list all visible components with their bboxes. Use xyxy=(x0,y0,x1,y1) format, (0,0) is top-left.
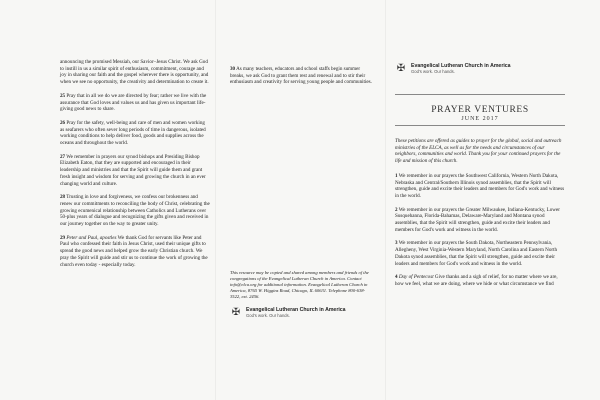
prayer-26: 26 Pray for the safety, well-being and care of men and women working as seafarers who often sever long periods of time in dangerous, isolated working conditions to help deliver food, goods and supplies across the oceans and throughout the world. xyxy=(60,119,206,147)
fold-line-right xyxy=(385,0,386,400)
cross-icon: ✠ xyxy=(231,306,241,318)
fold-line-left xyxy=(215,0,216,400)
elca-logo-footer xyxy=(230,306,346,318)
logo-tagline: God's work. Our hands. xyxy=(246,312,290,318)
prayer-4: 4 Day of Pentecost Give thanks and a sigh of relief, for no matter where we are, how we feel, what we are doing, where we hide or what circumstance we find xyxy=(395,274,558,287)
prayer-25: 25 Pray that in all we do we are directed by fear; rather we live with the assurance that God loves and values us and has given us important life-giving good news to share. xyxy=(60,92,207,113)
page-subtitle: JUNE 2017 xyxy=(461,116,499,122)
left-panel xyxy=(60,0,210,400)
intro-text: These petitions are offered as guides to prayer for the global, social and outreach ministries of the ELCA, as well as for the needs and circumstances of our neighbors, communities and world. Thank you for your continued prayers for the life and mission of this church. xyxy=(395,138,562,165)
title-rule-top xyxy=(395,94,565,95)
middle-panel xyxy=(230,0,375,400)
prayer-1: 1 We remember in our prayers the Southwest California, Western North Dakota, Nebraska and Central/Southern Illinois synod assemblies, that the Spirit will strengthen, guide and excite their leaders and members for God's work and witness in the world. xyxy=(395,172,565,199)
prayer-29: 29 Peter and Paul, apostles We thank God for servants like Peter and Paul who confessed their faith in Jesus Christ, used their unique gifts to spread the good news and helped grow the early Christian church. We pray the Spirit will guide and stir us to continue the work of growing the church even today - especially today. xyxy=(60,234,208,268)
prayer-27: 27 We remember in prayers our synod bishops and Presiding Bishop Elizabeth Eaton, that they are supported and encouraged in their leadership and ministries and that the Spirit will guide them and grant fresh insight and wisdom for serving and growing the church in an ever changing world and culture. xyxy=(60,153,206,187)
logo-name: Evangelical Lutheran Church in America xyxy=(246,306,346,313)
logo-name: Evangelical Lutheran Church in America xyxy=(411,62,511,69)
prayer-3: 3 We remember in our prayers the South Dakota, Northeastern Pennsylvania, Allegheny, West Virginia-Western Maryland, North Carolina and Eastern North Dakota synod assemblies, that the Spirit will strengthen, guide and excite their leaders and members for God's work and witness in the world. xyxy=(395,240,558,267)
cover-panel xyxy=(395,0,565,400)
page-title: PRAYER VENTURES xyxy=(431,105,529,115)
prayer-2: 2 We remember in our prayers the Greater Milwaukee, Indiana-Kentucky, Lower Susquehanna, Florida-Bahamas, Delaware-Maryland and Montana synod assemblies, that the Spirit will strengthen, guide and excite their leaders and members for God's work and witness in the world. xyxy=(395,206,560,233)
cross-icon: ✠ xyxy=(396,62,406,74)
copyright-notice: This resource may be copied and shared among members and friends of the congregations of the Evangelical Lutheran Church in America. Contact info@elca.org for additional information. Evangelical Lutheran Church in America, 8765 W. Higgins Road, Chicago, IL 60631. Telephone 800-638-3522, ext. 2456. xyxy=(230,270,369,299)
elca-logo-header xyxy=(395,62,565,74)
prayer-30: 30 As many teachers, educators and school staffs begin summer breaks, we ask God to grant them rest and renewal and to stir their enthusiasm and creativity for serving young people and communities. xyxy=(230,66,372,86)
prayer-24-continued: announcing the promised Messiah, our Savior–Jesus Christ. We ask God to instill in us a similar spirit of enthusiasm, commitment, courage and joy in sharing our faith and the gospel wherever there is opportunity, and when we see no opportunity, the creativity and determination to create it. xyxy=(60,59,209,86)
prayer-28: 28 Trusting in love and forgiveness, we confess our brokenness and renew our commitments to reconciling the body of Christ, celebrating the growing ecumenical relationship between Catholics and Lutherans over 50-plus years of dialogue and recognizing the gifts given and received in our journey together on the way to greater unity. xyxy=(60,194,210,228)
title-rule-bottom xyxy=(395,125,565,126)
logo-tagline: God's work. Our hands. xyxy=(411,68,455,74)
